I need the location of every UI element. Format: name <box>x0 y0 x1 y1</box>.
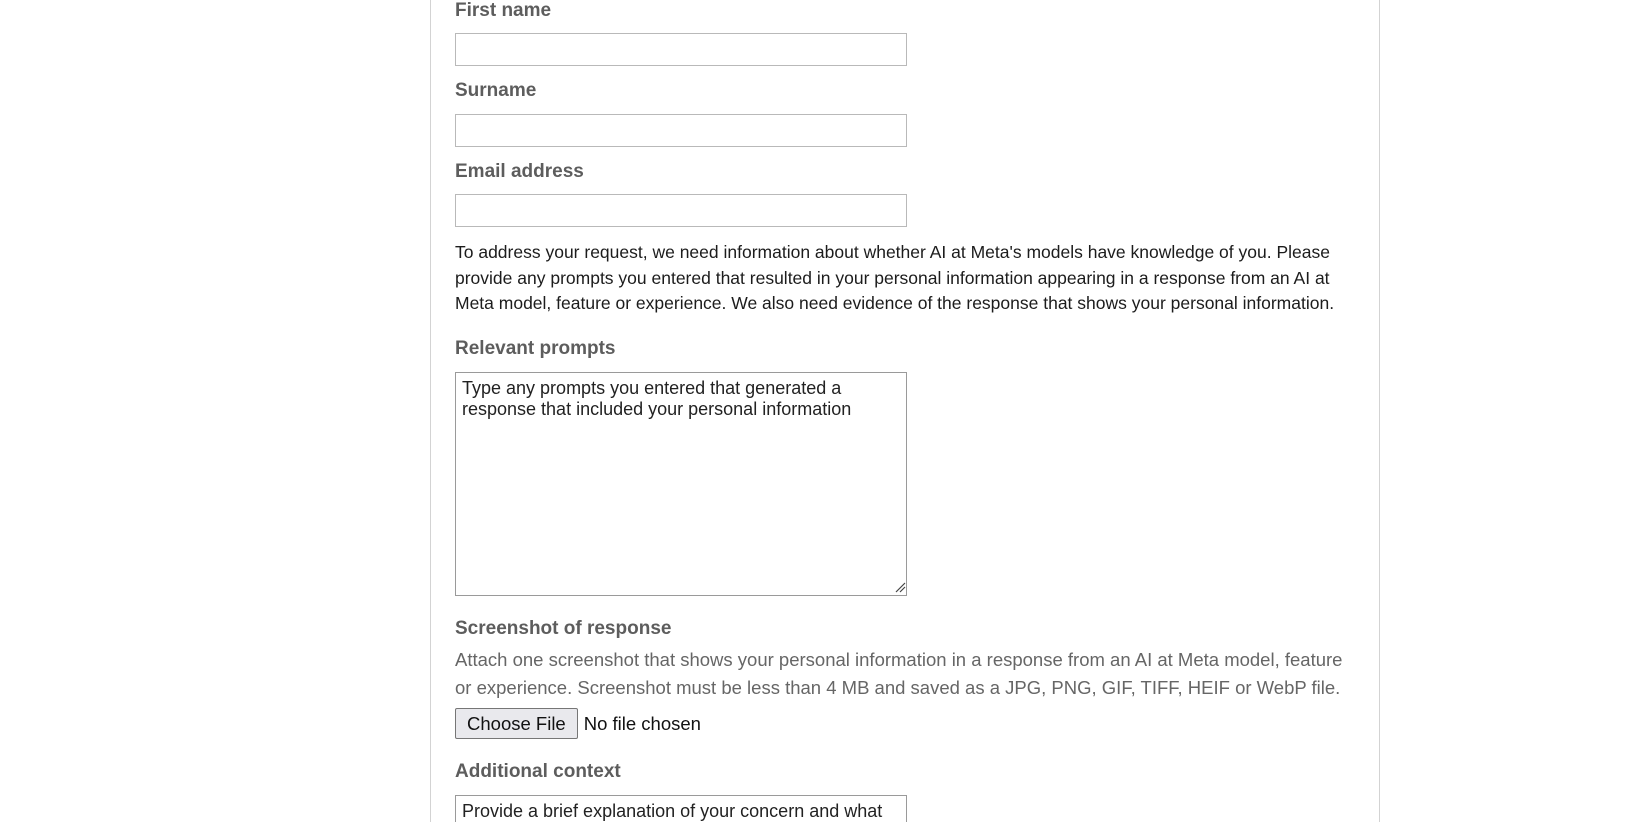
additional-context-label: Additional context <box>455 761 621 782</box>
first-name-label: First name <box>455 0 552 21</box>
file-status: No file chosen <box>583 712 701 734</box>
screenshot-label: Screenshot of response <box>455 618 672 639</box>
first-name-input[interactable] <box>455 33 907 66</box>
resize-grip-icon[interactable] <box>894 581 906 593</box>
form-container <box>430 0 1380 822</box>
relevant-prompts-label: Relevant prompts <box>455 338 616 359</box>
additional-context-textarea[interactable] <box>455 795 907 822</box>
info-paragraph: To address your request, we need information about whether AI at Meta's models have knowledge of you. Please provide any prompts you entered that resulted in your personal information appearing in a response from an AI at Meta model, feature or experience. We also need evidence of the response that shows your personal information. <box>455 242 1335 313</box>
surname-label: Surname <box>455 80 537 101</box>
relevant-prompts-textarea[interactable] <box>455 372 907 596</box>
email-input[interactable] <box>455 194 907 227</box>
email-label: Email address <box>455 161 584 182</box>
choose-file-button[interactable]: Choose File <box>455 708 578 739</box>
file-input[interactable] <box>455 708 701 739</box>
surname-input[interactable] <box>455 114 907 147</box>
screenshot-help-text: Attach one screenshot that shows your personal information in a response from an AI at Meta model, feature or experience. Screenshot must be less than 4 MB and saved as a JPG, PNG, GIF, TIFF, HEIF or WebP file. <box>455 649 1343 698</box>
